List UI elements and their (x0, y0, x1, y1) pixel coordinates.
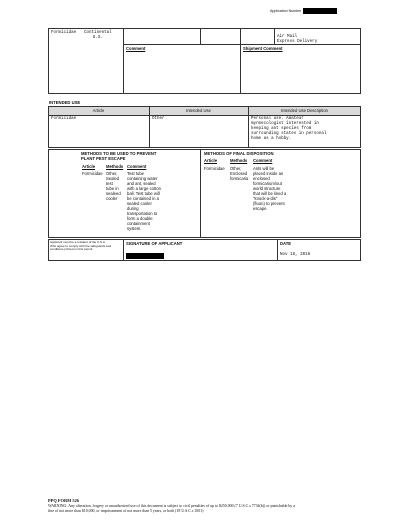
date-value: Nov 16, 2016 (280, 253, 311, 257)
methods-divider (200, 149, 201, 238)
divider-v2 (240, 28, 241, 94)
divider-v4 (274, 28, 275, 44)
escape-col-comment: Comment (127, 164, 147, 169)
signature-note: Applicant must be a resident of the U.S.A. Who agree to comply with the safeguards and conditions printed on this permit. (50, 240, 112, 252)
disposition-col-comment: Comment (253, 158, 273, 163)
disposition-methods: Other, Enclosed formicaria (230, 166, 249, 181)
signature-label: SIGNATURE OF APPLICANT (126, 241, 183, 246)
col-article: Article (92, 108, 105, 113)
escape-col-article: Article (82, 164, 96, 169)
use-article: Formicidae (51, 117, 77, 121)
col-intended-use: Intended Use (186, 108, 211, 113)
col-intended-use-description: Intended Use Description (280, 108, 329, 113)
warning-text: WARNING: Any alteration, forgery or unauthorized use of this document is subject to civil penalties of up to $250,000 (7 U.S.C.s 7734(b)) or punishable by a fine of not more than $10,000, or imprisonment of not more than 5 years, or both (18 U.S.C.s 1001) (48, 504, 295, 513)
divider-v3 (200, 28, 201, 44)
disposition-title: METHODS OF FINAL DISPOSITION (204, 151, 274, 156)
divider-v1 (123, 28, 124, 94)
escape-title: METHODS TO BE USED TO PREVENT PLANT PEST ESCAPE (81, 151, 157, 161)
divider-h1 (123, 44, 361, 45)
use-description: Personal use. Amateur myrmecologist interested in keeping ant species from surrounding states in personal home as a hobby. (251, 117, 327, 141)
signature-divider2 (277, 239, 278, 261)
escape-comment: Test tube containing water and ant, sealed with a large cotton ball. Test tube will be contained in a sealed cooler during transportation to form a double containment system. (127, 171, 161, 231)
intended-use-header-rule (48, 115, 361, 116)
disposition-col-article: Article (204, 158, 218, 163)
redacted-application-number (303, 8, 337, 14)
date-label: DATE (280, 241, 292, 246)
intended-use-title: INTENDED USE (49, 100, 81, 105)
use-type: Other (152, 117, 165, 121)
escape-methods: Other, Sealed test tube in sealeed cooler (106, 171, 121, 201)
redacted-signature (126, 253, 164, 259)
top-shipping: Air Mail Express Delivery (277, 35, 318, 44)
disposition-article: Formicidae (204, 166, 225, 171)
escape-col-methods: Methods (106, 164, 124, 169)
top-origin: Continental U.S. (84, 31, 112, 40)
escape-article: Formicidae (82, 171, 103, 176)
shipment-comment-label: Shipment Comment (243, 46, 283, 51)
top-article: Formicidae (51, 31, 77, 35)
signature-divider1 (123, 239, 124, 261)
application-number-label: Application Number (270, 9, 302, 13)
disposition-comment: Ants will be placed inside an enclosed formicarium/out world structure that will be lined a "knock-a-dis" (fluon) to prevent escape. (253, 166, 287, 211)
disposition-col-methods: Methods (230, 158, 248, 163)
comment-label: Comment (126, 46, 146, 51)
form-number: PPQ FORM 526 (48, 498, 79, 503)
